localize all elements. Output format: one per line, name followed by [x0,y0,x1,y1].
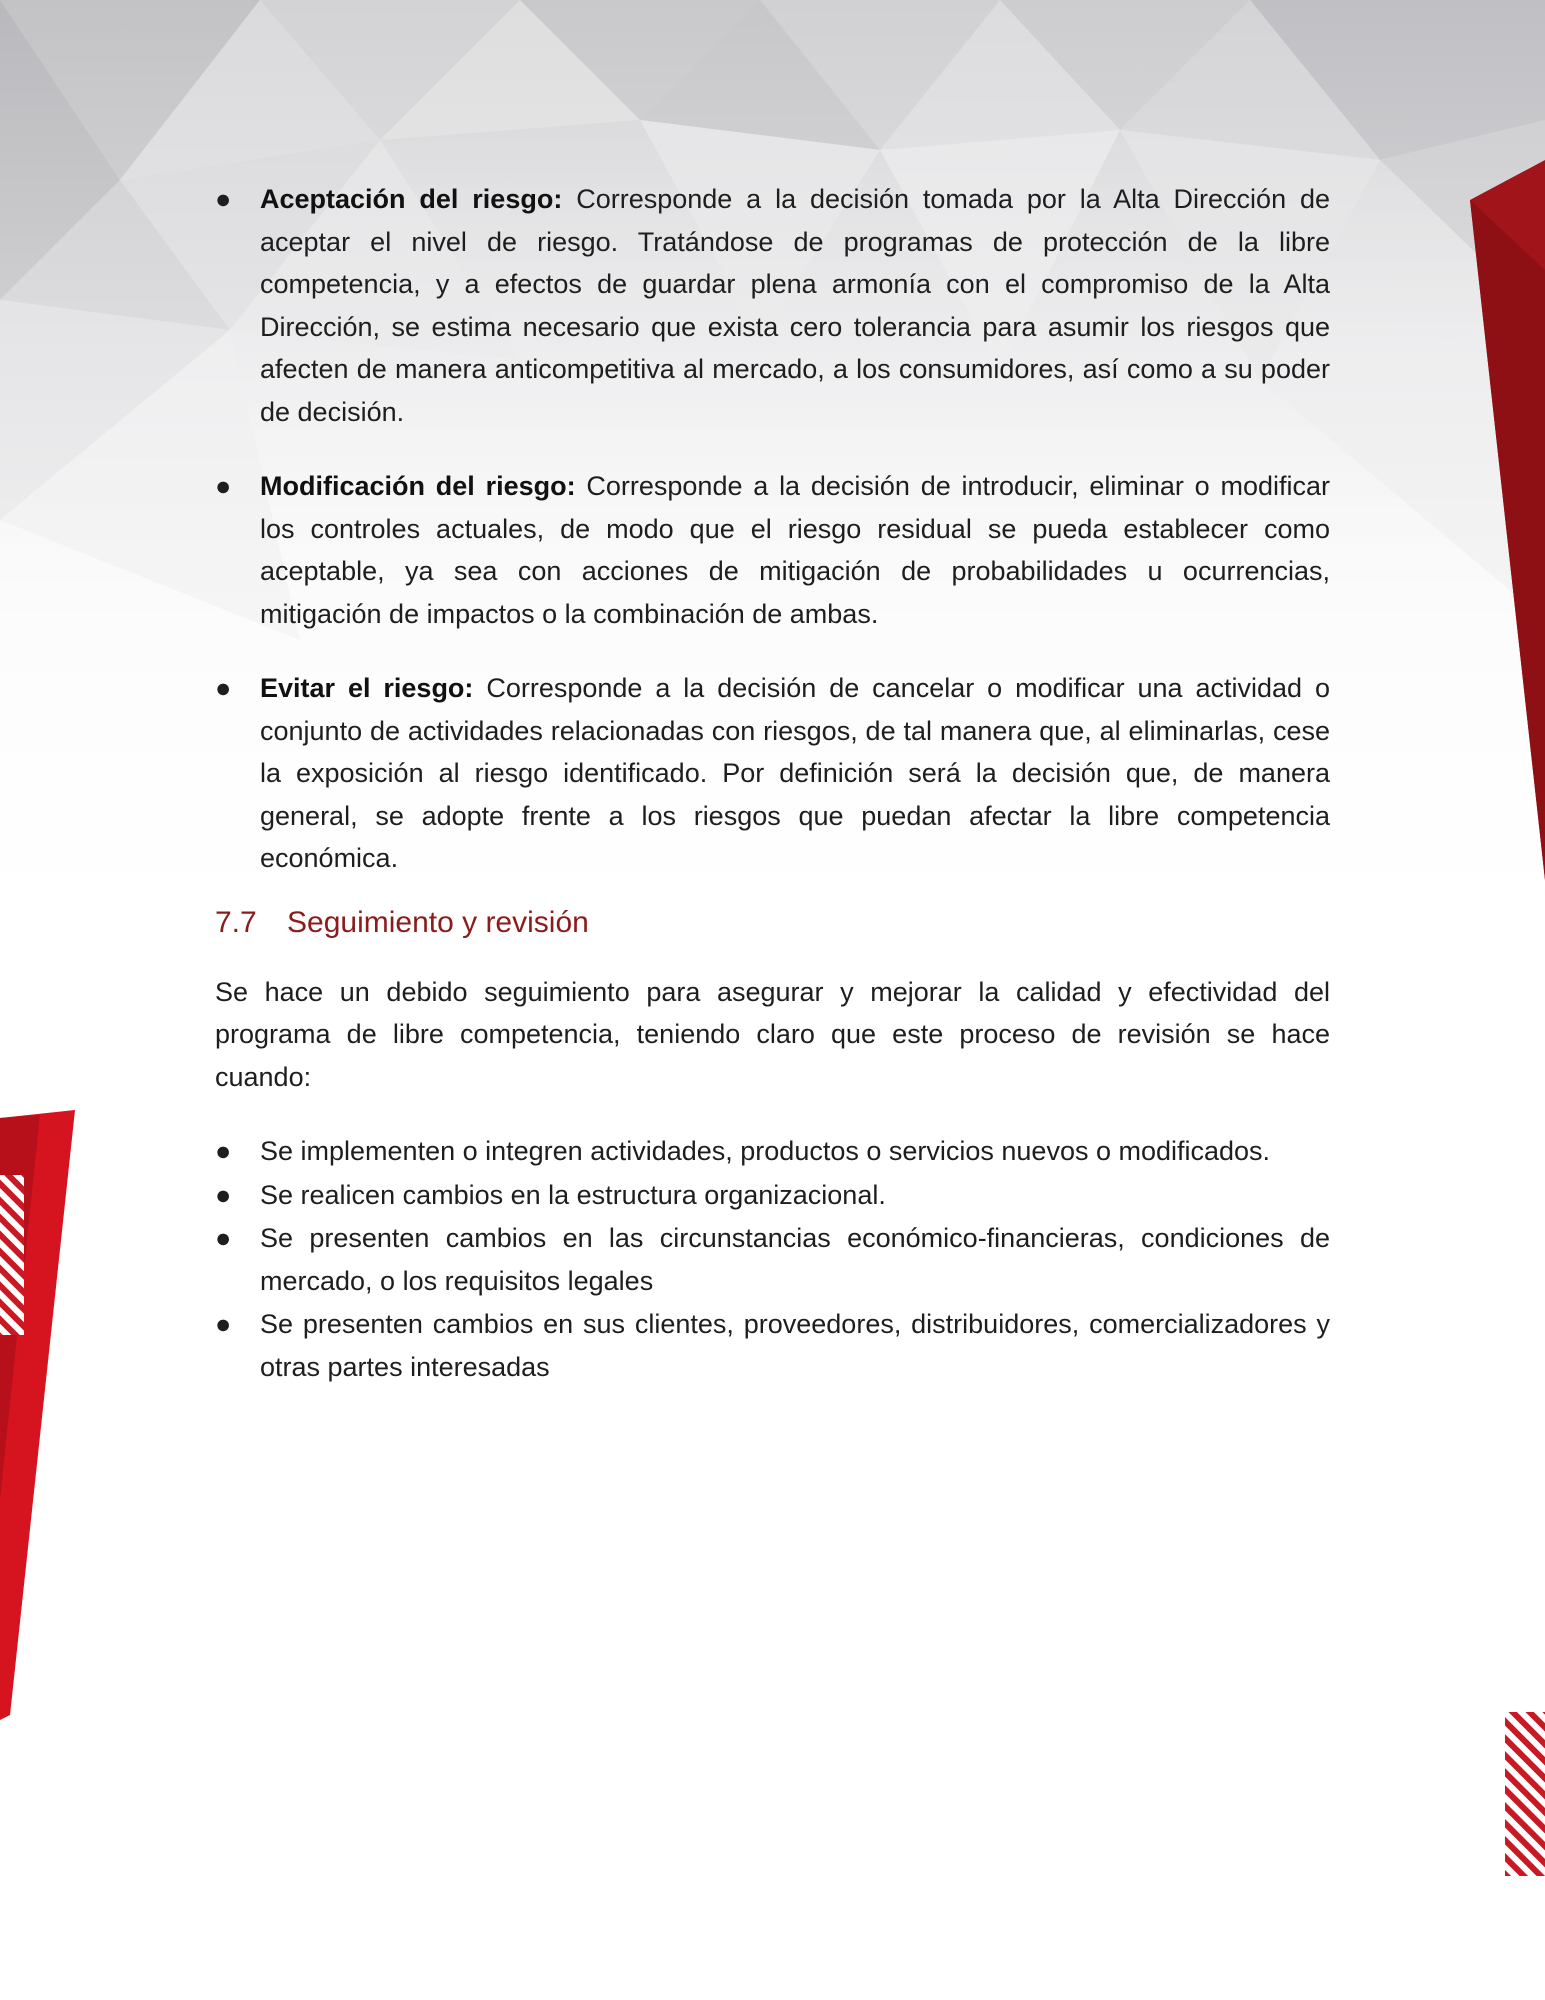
list-item [215,178,1330,433]
bullet-icon: ● [215,1179,232,1210]
bullet-icon: ● [215,673,232,703]
condition-text: Se realicen cambios en la estructura organizacional. [260,1179,886,1210]
document-body [215,178,1330,1389]
list-item [215,1303,1330,1388]
list-item [215,667,1330,880]
condition-text: Se implementen o integren actividades, productos o servicios nuevos o modificados. [260,1136,1271,1166]
condition-text: Se presenten cambios en sus clientes, proveedores, distribuidores, comercializadores y otras partes interesadas [260,1309,1330,1382]
bullet-term: Evitar el riesgo: [260,673,474,703]
section-intro: Se hace un debido seguimiento para asegurar y mejorar la calidad y efectividad del programa de libre competencia, teniendo claro que este proceso de revisión se hace cuando: [215,976,1330,1092]
bullet-text: Corresponde a la decisión tomada por la Alta Dirección de aceptar el nivel de riesgo. Tratándose de programas de protección de la libre competencia, y a efectos de guardar plena armonía con el compromiso de la Alta Dirección, se estima necesario que exista cero tolerancia para asumir los riesgos que afecten de manera anticompetitiva al mercado, a los consumidores, así como a su poder de decisión. [260,184,1330,427]
bullet-term: Aceptación del riesgo: [260,184,563,214]
right-hatch-pattern [1505,1712,1545,1876]
bullet-text: Corresponde a la decisión de introducir, eliminar o modificar los controles actuales, de modo que el riesgo residual se pueda establecer como aceptable, ya sea con acciones de mitigación de probabilidades u ocurrencias, mitigación de impactos o la combinación de ambas. [260,471,1330,629]
list-item [215,1217,1330,1302]
bullet-icon: ● [215,184,232,214]
left-hatch-pattern [0,1175,24,1335]
bullet-icon: ● [215,1309,232,1339]
conditions-list [215,1130,1330,1388]
list-item [215,1130,1330,1173]
section-number: 7.7 [215,905,257,939]
left-red-band [0,1110,75,1720]
bullet-icon: ● [215,471,232,501]
list-item [215,465,1330,635]
section-heading [215,902,1330,944]
list-item [215,1174,1330,1217]
bullet-text: Corresponde a la decisión de cancelar o modificar una actividad o conjunto de actividades relacionadas con riesgos, de tal manera que, al eliminarlas, cese la exposición al riesgo identificado. Por definición será la decisión que, de manera general, se adopte frente a los riesgos que puedan afectar la libre competencia económica. [260,673,1330,873]
condition-text: Se presenten cambios en las circunstancias económico-financieras, condiciones de mercado, o los requisitos legales [260,1223,1330,1296]
section-title: Seguimiento y revisión [287,905,589,939]
bullet-icon: ● [215,1223,232,1253]
bullet-icon: ● [215,1136,232,1166]
bullet-term: Modificación del riesgo: [260,471,576,501]
